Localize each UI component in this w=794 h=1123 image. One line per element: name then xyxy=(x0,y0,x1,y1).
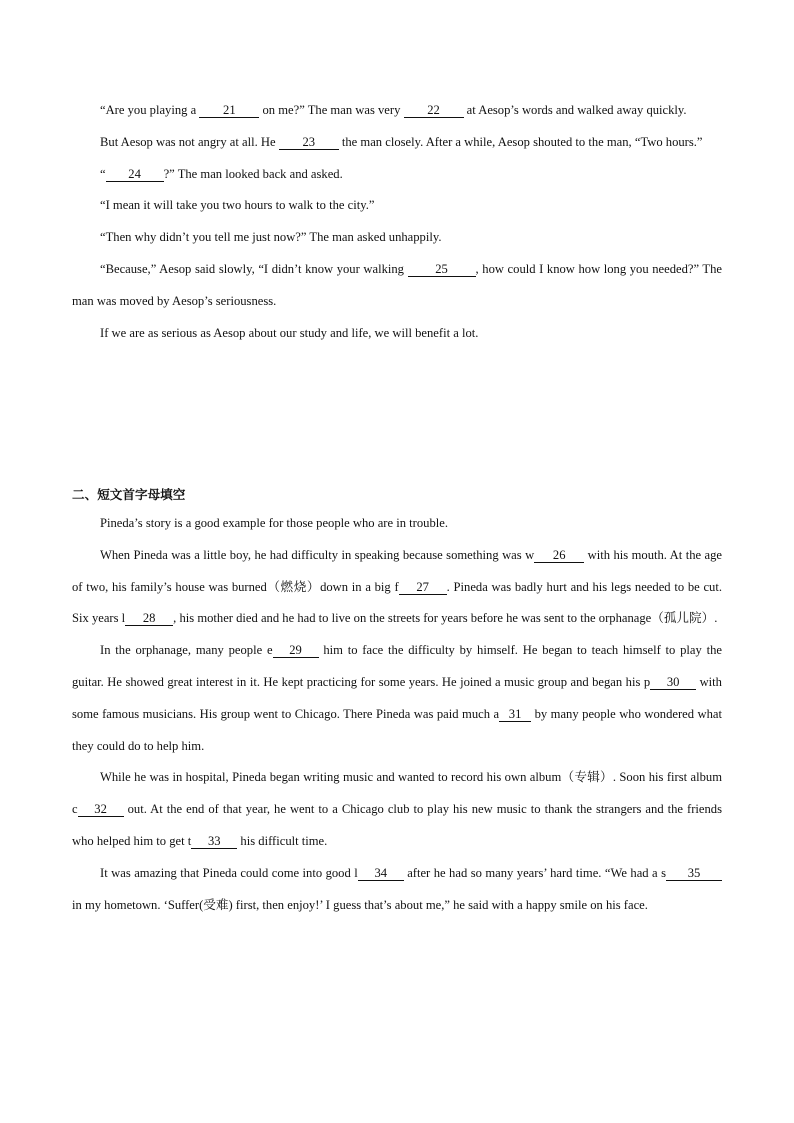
paragraph: Pineda’s story is a good example for those people who are in trouble. xyxy=(100,516,448,530)
text-run: at Aesop’s words and walked away quickly. xyxy=(463,103,687,117)
blank-28[interactable]: 28 xyxy=(125,611,173,626)
paragraph: “I mean it will take you two hours to walk to the city.” xyxy=(100,198,375,213)
blank-27[interactable]: 27 xyxy=(399,580,447,595)
paragraph: “Then why didn’t you tell me just now?” The man asked unhappily. xyxy=(100,230,442,245)
text-run: with his mouth. At the age of two, his family’s house was burned（燃烧）down in a big f xyxy=(72,547,722,594)
blank-25[interactable]: 25 xyxy=(408,262,476,277)
text-run: by many people who wondered what they could do to help him. xyxy=(72,706,723,753)
paragraph xyxy=(72,635,722,762)
text-run: out. At the end of that year, he went to a Chicago club to play his new music to thank the strangers and the friends who helped him to get t xyxy=(72,802,722,848)
blank-21[interactable]: 21 xyxy=(199,103,259,118)
paragraph xyxy=(72,159,722,191)
text-run: “Are you playing a xyxy=(100,103,200,117)
blank-32[interactable]: 32 xyxy=(78,802,124,817)
blank-26[interactable]: 26 xyxy=(534,548,584,563)
text-run: ?” The man looked back and asked. xyxy=(163,166,343,181)
text-run: , how could I know how long you needed?” The man was moved by Aesop’s seriousness. xyxy=(72,261,722,308)
passage-part-two xyxy=(72,508,722,921)
text-run: It was amazing that Pineda could come into good l xyxy=(100,865,358,880)
text-run: the man closely. After a while, Aesop shouted to the man, “Two hours.” xyxy=(338,134,703,149)
text-run: While he was in hospital, Pineda began writing music and wanted to record his own album（专辑）. Soon his first album c xyxy=(72,770,722,817)
blank-22[interactable]: 22 xyxy=(404,103,464,118)
text-run: on me?” The man was very xyxy=(259,103,404,117)
text-run: “Because,” Aesop said slowly, “I didn’t know your walking xyxy=(100,261,408,276)
paragraph xyxy=(72,254,722,318)
text-run: In the orphanage, many people e xyxy=(100,643,273,658)
text-run: , his mother died and he had to live on the streets for years before he was sent to the orphanage（孤儿院）. xyxy=(173,611,718,626)
blank-34[interactable]: 34 xyxy=(358,866,404,881)
text-run: But Aesop was not angry at all. He xyxy=(100,134,279,149)
text-run: after he had so many years’ hard time. “We had a s xyxy=(403,865,666,880)
paragraph xyxy=(72,127,722,159)
paragraph xyxy=(72,762,722,857)
text-run: in my hometown. ‘Suffer(受难) first, then enjoy!’ I guess that’s about me,” he said with a happy smile on his face. xyxy=(72,897,648,912)
text-run: . Pineda was badly hurt and his legs needed to be cut. Six years l xyxy=(72,579,722,626)
paragraph: If we are as serious as Aesop about our study and life, we will benefit a lot. xyxy=(100,325,479,340)
blank-31[interactable]: 31 xyxy=(499,707,531,722)
blank-33[interactable]: 33 xyxy=(191,834,237,849)
paragraph xyxy=(72,540,722,635)
blank-29[interactable]: 29 xyxy=(273,643,319,658)
paragraph xyxy=(72,858,722,922)
text-run: “ xyxy=(100,166,106,181)
text-run: When Pineda was a little boy, he had difficulty in speaking because something was w xyxy=(100,547,535,562)
paragraph xyxy=(72,95,722,127)
section-heading: 二、短文首字母填空 xyxy=(72,487,186,502)
blank-30[interactable]: 30 xyxy=(650,675,696,690)
text-run: with some famous musicians. His group went to Chicago. There Pineda was paid much a xyxy=(72,674,722,721)
blank-23[interactable]: 23 xyxy=(279,135,339,150)
text-run: his difficult time. xyxy=(237,833,328,848)
blank-24[interactable]: 24 xyxy=(106,167,164,182)
blank-35[interactable]: 35 xyxy=(666,866,722,881)
passage-part-one xyxy=(72,95,722,349)
text-run: him to face the difficulty by himself. He began to teach himself to play the guitar. He showed great interest in it. He kept practicing for some years. He joined a music group and began his p xyxy=(72,643,722,689)
